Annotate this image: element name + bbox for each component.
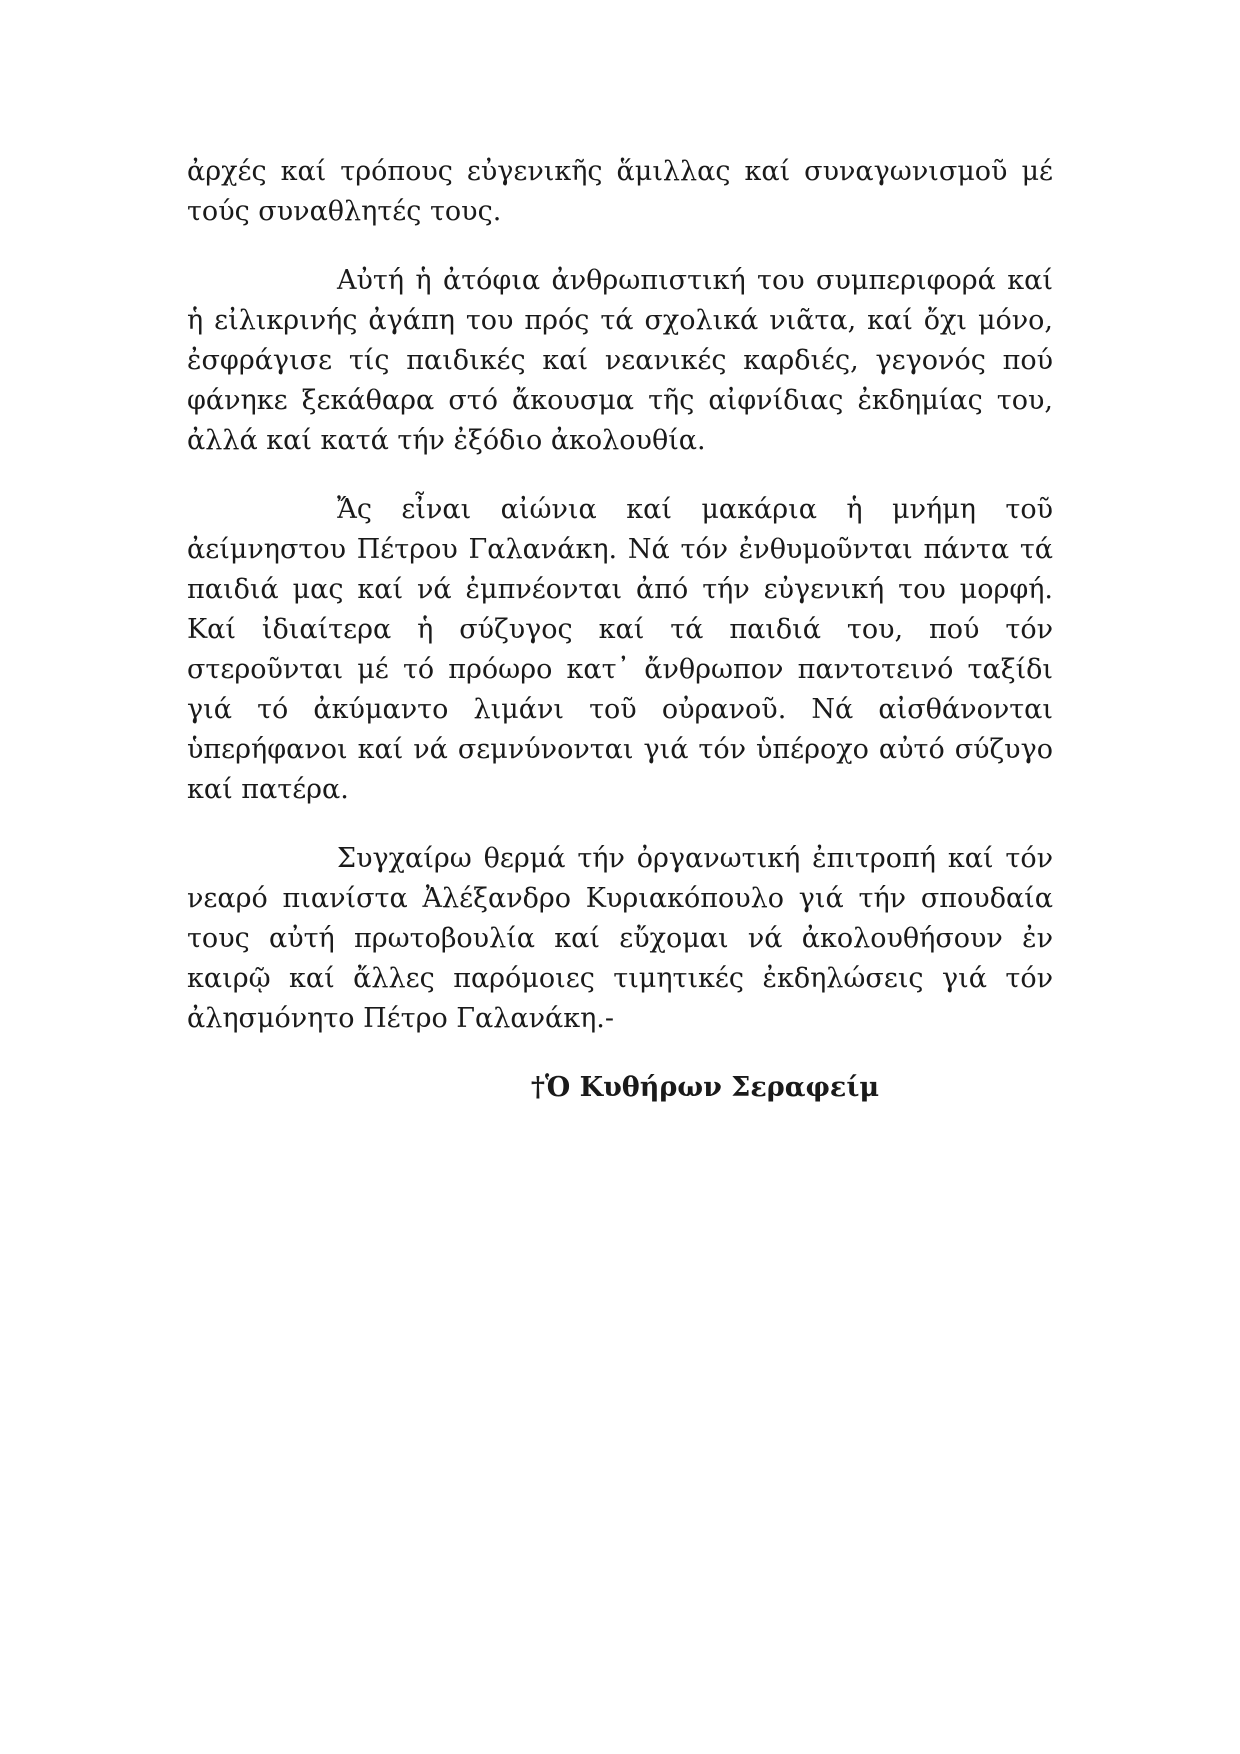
paragraph-congratulations: Συγχαίρω θερμά τήν ὀργανωτική ἐπιτροπή καί τόν νεαρό πιανίστα Ἀλέξανδρο Κυριακόπουλο γιά τήν σπουδαία τους αὐτή πρωτοβουλία καί εὔχομαι νά ἀκολουθήσουν ἐν καιρῷ καί ἄλλες παρόμοιες τιμητικές ἐκδηλώσεις γιά τόν ἀλησμόνητο Πέτρο Γαλανάκη.- [187,843,1053,1034]
paragraph-memory: Ἄς εἶναι αἰώνια καί μακάρια ἡ μνήμη τοῦ ἀείμνηστου Πέτρου Γαλανάκη. Νά τόν ἐνθυμοῦνται πάντα τά παιδιά μας καί νά ἐμπνέονται ἀπό τήν εὐγενική του μορφή. Καί ἰδιαίτερα ἡ σύζυγος καί τά παιδιά του, πού τόν στεροῦνται μέ τό πρόωρο κατ᾽ ἄνθρωπον παντοτεινό ταξίδι γιά τό ἀκύμαντο λιμάνι τοῦ οὐρανοῦ. Νά αἰσθάνονται ὑπερήφανοι καί νά σεμνύνονται γιά τόν ὑπέροχο αὐτό σύζυγο καί πατέρα. [187,494,1053,805]
paragraph-continuation: ἀρχές καί τρόπους εὐγενικῆς ἅμιλλας καί συναγωνισμοῦ μέ τούς συναθλητές τους. [187,156,1053,227]
signature: †Ὁ Κυθήρων Σεραφείμ [530,1072,880,1103]
document-page [187,152,1053,1108]
paragraph-behavior: Αὐτή ἡ ἀτόφια ἀνθρωπιστική του συμπεριφορά καί ἡ εἰλικρινής ἀγάπη του πρός τά σχολικά νιᾶτα, καί ὄχι μόνο, ἐσφράγισε τίς παιδικές καί νεανικές καρδιές, γεγονός πού φάνηκε ξεκάθαρα στό ἄκουσμα τῆς αἰφνίδιας ἐκδημίας του, ἀλλά καί κατά τήν ἐξόδιο ἀκολουθία. [187,265,1053,456]
